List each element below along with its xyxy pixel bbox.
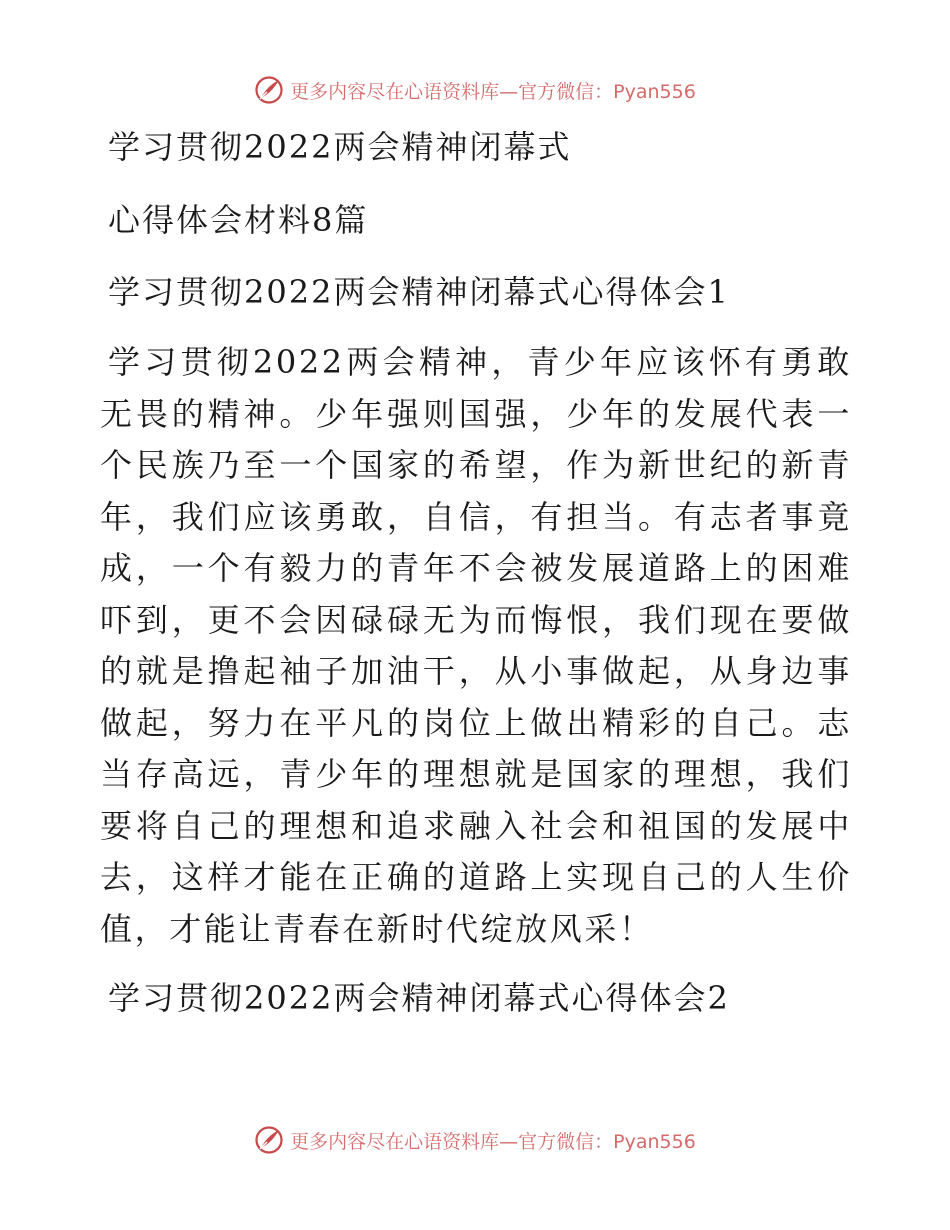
section-heading-2: 学习贯彻2022两会精神闭幕式心得体会2 [108,979,730,1017]
document-title-line2: 心得体会材料8篇 [108,201,369,239]
section-1-paragraph: 学习贯彻2022两会精神，青少年应该怀有勇敢无畏的精神。少年强则国强，少年的发展代表一个民族乃至一个国家的希望，作为新世纪的新青年，我们应该勇敢，自信，有担当。有志者事竟成，一个有毅力的青年不会被发展道路上的困难吓到，更不会因碌碌无为而悔恨，我们现在要做的就是撸起袖子加油干，从小事做起，从身边事做起，努力在平凡的岗位上做出精彩的自己。志当存高远，青少年的理想就是国家的理想，我们要将自己的理想和追求融入社会和祖国的发展中去，这样才能在正确的道路上实现自己的人生价值，才能让青春在新时代绽放风采！ [100,343,852,948]
feather-pen-circle-icon [254,1125,284,1155]
feather-pen-circle-icon [254,75,284,105]
section-heading-1: 学习贯彻2022两会精神闭幕式心得体会1 [108,273,730,311]
document-body [100,124,852,1021]
footer-watermark [0,1120,950,1160]
document-title-line1: 学习贯彻2022两会精神闭幕式 [108,128,572,166]
header-watermark [0,70,950,110]
watermark-text: 更多内容尽在心语资料库—官方微信：Pyan556 [290,80,696,103]
watermark-text: 更多内容尽在心语资料库—官方微信：Pyan556 [290,1130,696,1153]
